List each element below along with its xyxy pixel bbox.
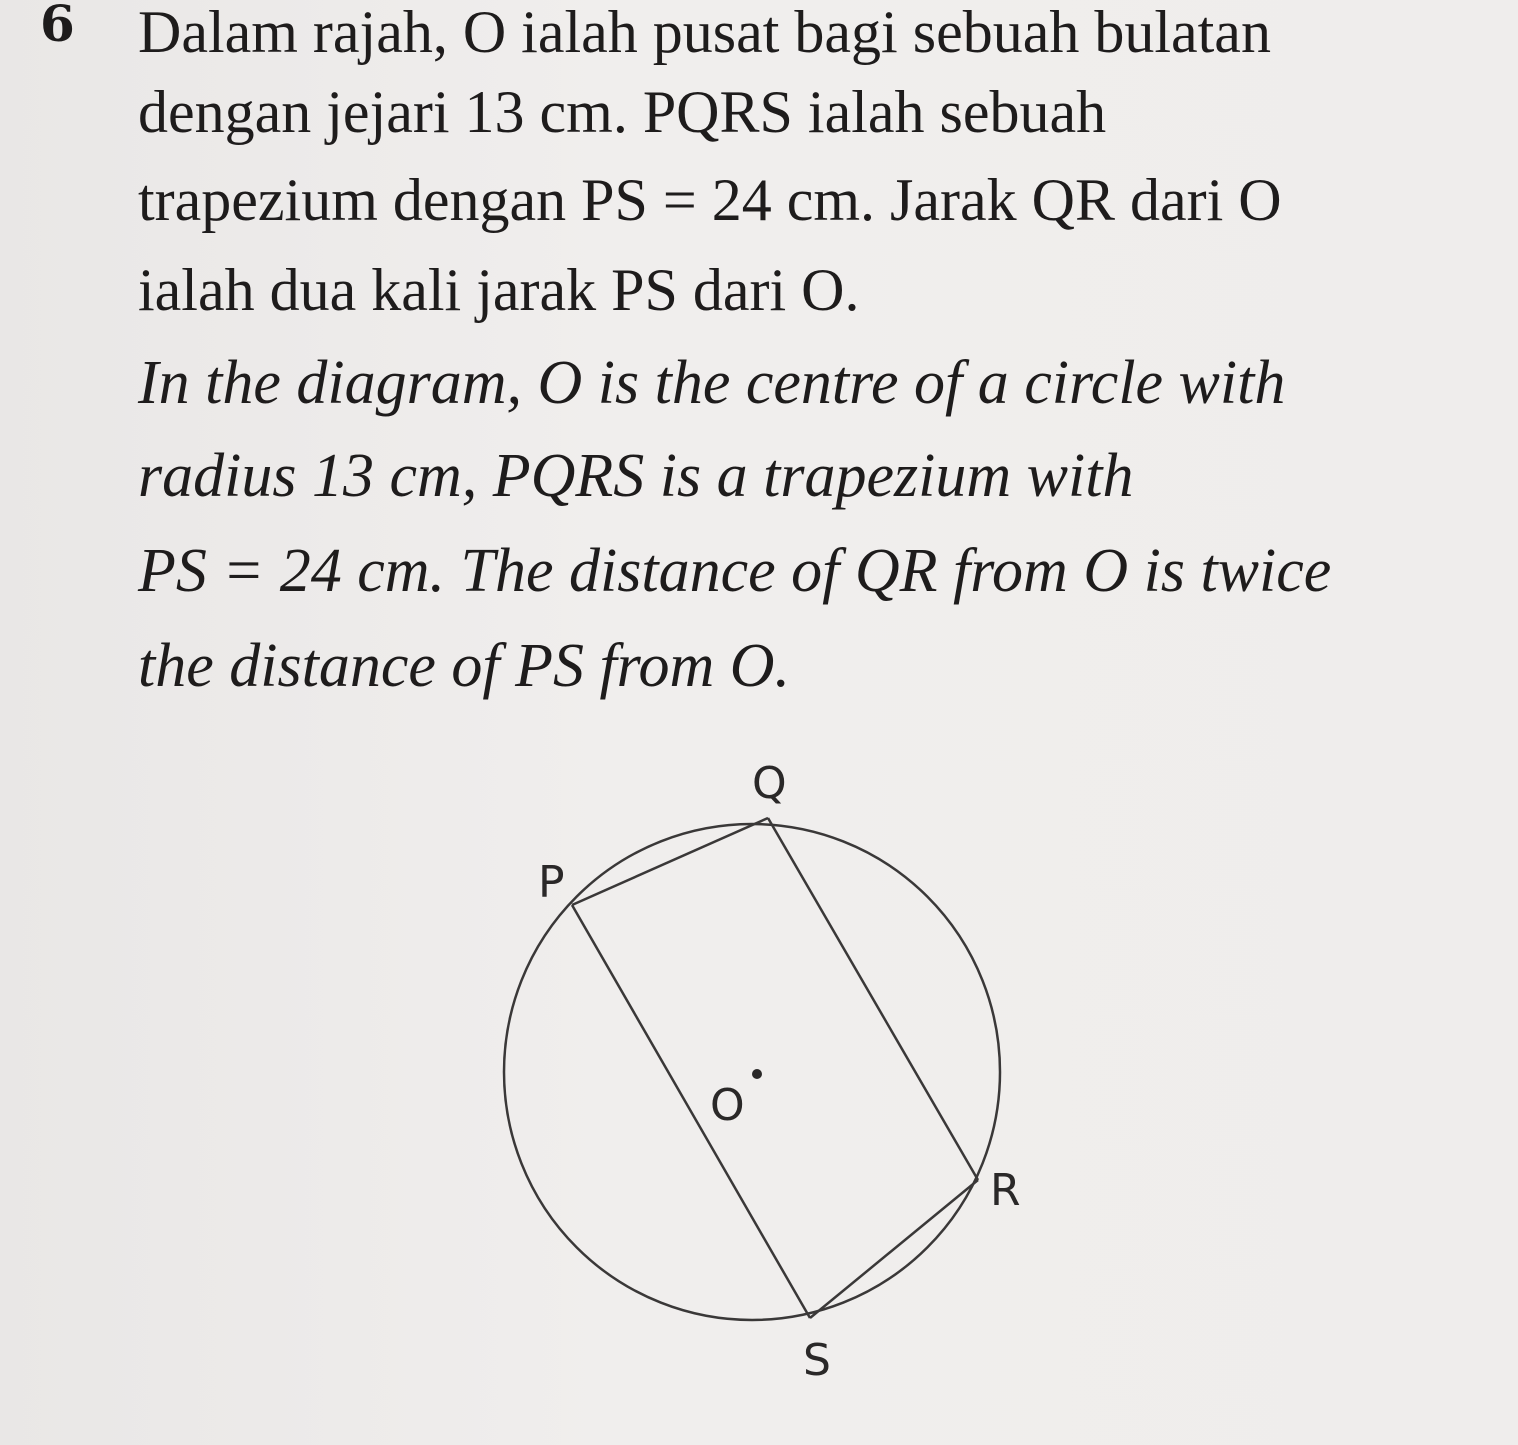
english-line-3: PS = 24 cm. The distance of QR from O is twice [138, 537, 1332, 605]
circle [504, 824, 1000, 1320]
malay-line-1: Dalam rajah, O ialah pusat bagi sebuah bulatan [138, 0, 1271, 65]
label-p: P [538, 857, 565, 908]
side-qr [768, 818, 978, 1180]
english-line-4: the distance of PS from O. [138, 632, 791, 700]
centre-point [752, 1069, 762, 1079]
question-number: 6 [40, 0, 75, 53]
label-r: R [990, 1165, 1021, 1216]
label-q: Q [752, 758, 787, 809]
english-line-1: In the diagram, O is the centre of a circle with [138, 349, 1286, 417]
malay-line-2: dengan jejari 13 cm. PQRS ialah sebuah [138, 79, 1107, 145]
side-sp [572, 905, 810, 1318]
label-s: S [803, 1335, 831, 1386]
side-pq [572, 818, 768, 905]
label-o: O [710, 1080, 745, 1131]
side-rs [810, 1180, 978, 1318]
malay-line-4: ialah dua kali jarak PS dari O. [138, 257, 860, 323]
malay-line-3: trapezium dengan PS = 24 cm. Jarak QR dari O [138, 167, 1282, 233]
english-line-2: radius 13 cm, PQRS is a trapezium with [138, 442, 1134, 510]
